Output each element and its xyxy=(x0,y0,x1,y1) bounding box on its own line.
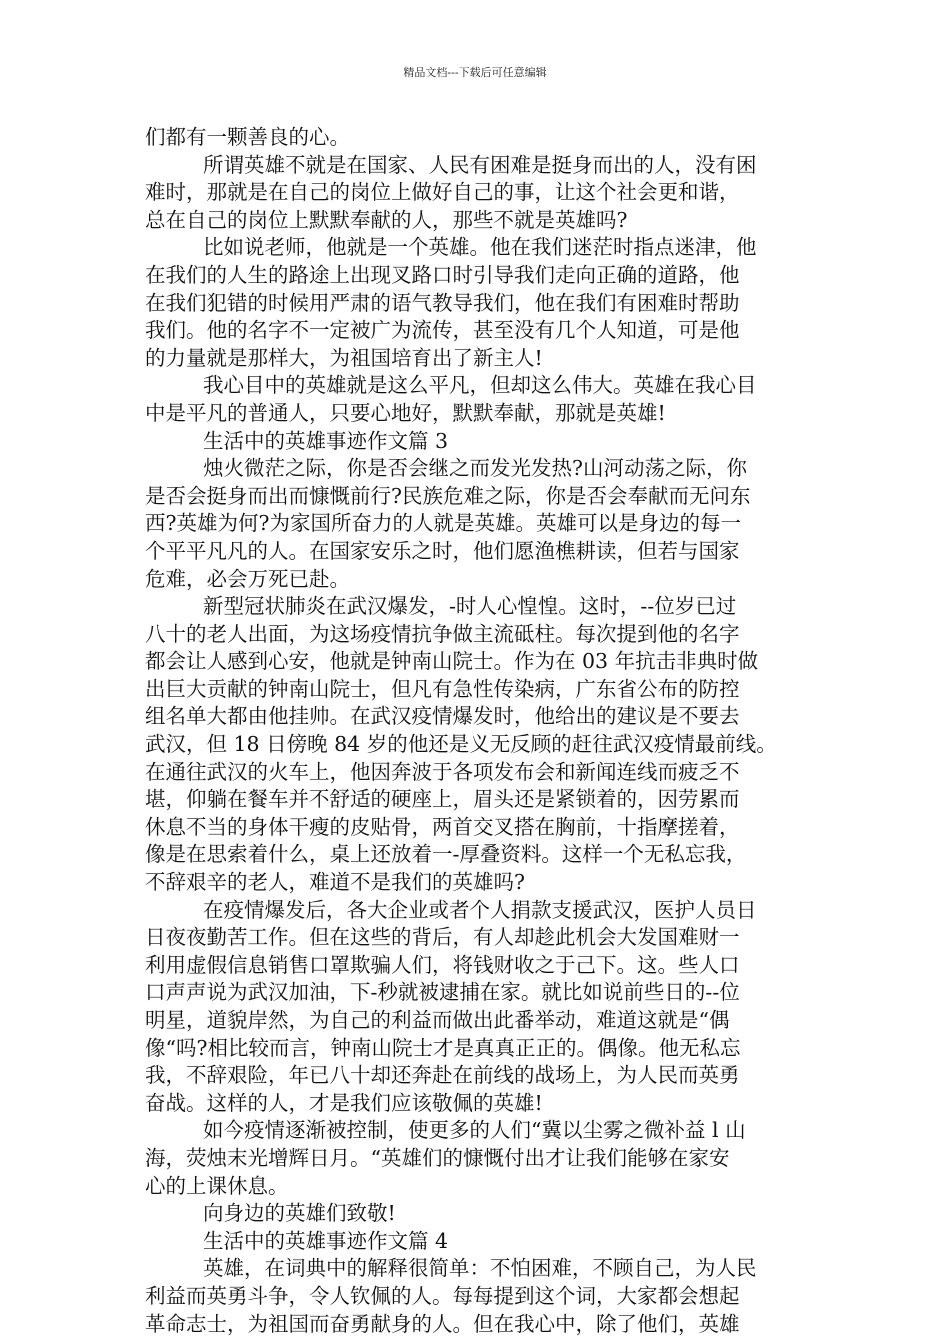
text-line: 新型冠状肺炎在武汉爆发，-时人心惶惶。这时，--位岁已过 xyxy=(203,594,737,619)
text-line: 生活中的英雄事迹作文篇 3 xyxy=(203,428,449,453)
text-line: 像“吗?相比较而言，钟南山院士才是真真正正的。偶像。他无私忘 xyxy=(145,1035,741,1060)
page-header: 精品文档---下载后可任意编辑 xyxy=(403,66,547,79)
text-line: 奋战。这样的人，才是我们应该敬佩的英雄! xyxy=(145,1090,543,1115)
text-line: 在我们的人生的路途上出现叉路口时引导我们走向正确的道路，他 xyxy=(145,262,740,287)
text-line: 我们。他的名字不一定被广为流传，甚至没有几个人知道，可是他 xyxy=(145,318,740,343)
text-line: 出巨大贡献的钟南山院士，但凡有急性传染病，广东省公布的防控 xyxy=(145,676,740,701)
text-line: 比如说老师，他就是一个英雄。他在我们迷茫时指点迷津，他 xyxy=(203,235,757,260)
text-line: 革命志士，为祖国而奋勇献身的人。但在我心中，除了他们，英雄 xyxy=(145,1311,740,1336)
text-line: 八十的老人出面，为这场疫情抗争做主流砥柱。每次提到他的名字 xyxy=(145,621,740,646)
text-line: 向身边的英雄们致敬! xyxy=(203,1201,396,1226)
text-line: 日夜夜勤苦工作。但在这些的背后，有人却趁此机会大发国难财一 xyxy=(145,925,740,950)
text-line: 不辞艰辛的老人，难道不是我们的英雄吗? xyxy=(145,870,525,895)
text-line: 我，不辞艰险，年已八十却还奔赴在前线的战场上，为人民而英勇 xyxy=(145,1063,740,1088)
text-line: 的力量就是那样大，为祖国培育出了新主人! xyxy=(145,345,543,370)
text-line: 在通往武汉的火车上，他因奔波于各项发布会和新闻连线而疲乏不 xyxy=(145,759,740,784)
text-line: 利益而英勇斗争，令人钦佩的人。每每提到这个词，大家都会想起 xyxy=(145,1283,740,1308)
text-line: 我心目中的英雄就是这么平凡，但却这么伟大。英雄在我心目 xyxy=(203,373,757,398)
text-line: 心的上课休息。 xyxy=(145,1173,289,1198)
text-line: 都会让人感到心安，他就是钟南山院士。作为在 03 年抗击非典时做 xyxy=(145,649,759,674)
text-line: 难时，那就是在自己的岗位上做好自己的事，让这个社会更和谐， xyxy=(145,180,740,205)
text-line: 口声声说为武汉加油，下-秒就被逮捕在家。就比如说前些日的--位 xyxy=(145,980,740,1005)
text-line: 明星，道貌岸然，为自己的利益而做出此番举动，难道这就是“偶 xyxy=(145,1008,730,1032)
text-line: 休息不当的身体干瘦的皮贴骨，两首交叉搭在胸前，十指摩搓着， xyxy=(145,814,740,839)
text-line: 武汉，但 18 日傍晚 84 岁的他还是义无反顾的赶往武汉疫情最前线。 xyxy=(145,732,777,757)
text-line: 组名单大都由他挂帅。在武汉疫情爆发时，他给出的建议是不要去 xyxy=(145,704,740,729)
text-line: 个平平凡凡的人。在国家安乐之时，他们愿渔樵耕读，但若与国家 xyxy=(145,538,740,563)
text-line: 总在自己的岗位上默默奉献的人，那些不就是英雄吗? xyxy=(145,207,628,232)
text-line: 海，荧烛末光增辉日月。“英雄们的慷慨付出才让我们能够在家安 xyxy=(145,1145,730,1170)
text-line: 如今疫情逐渐被控制，使更多的人们“冀以尘雾之微补益 l 山 xyxy=(203,1118,746,1143)
text-line: 西?英雄为何?为家国所奋力的人就是英雄。英雄可以是身边的每一 xyxy=(145,511,741,536)
text-line: 所谓英雄不就是在国家、人民有困难是挺身而出的人，没有困 xyxy=(203,152,757,177)
text-line: 们都有一颗善良的心。 xyxy=(145,125,350,149)
text-line: 生活中的英雄事迹作文篇 4 xyxy=(203,1228,449,1253)
text-line: 是否会挺身而出而慷慨前行?民族危难之际，你是否会奉献而无问东 xyxy=(145,483,751,508)
text-line: 在我们犯错的时候用严肃的语气教导我们，他在我们有困难时帮助 xyxy=(145,290,740,315)
document-body xyxy=(145,124,825,1338)
text-line: 像是在思索着什么，桌上还放着一-厚叠资料。这样一个无私忘我， xyxy=(145,842,747,867)
text-line: 英雄，在词典中的解释很简单：不怕困难，不顾自己，为人民 xyxy=(203,1256,757,1281)
text-line: 堪，仰躺在餐车并不舒适的硬座上，眉头还是紧锁着的，因劳累而 xyxy=(145,787,740,812)
text-line: 在疫情爆发后，各大企业或者个人捐款支援武汉，医护人员日 xyxy=(203,897,757,922)
text-line: 中是平凡的普通人，只要心地好，默默奉献，那就是英雄! xyxy=(145,400,666,425)
text-line: 烛火微茫之际，你是否会继之而发光发热?山河动荡之际，你 xyxy=(203,456,747,481)
text-line: 利用虚假信息销售口罩欺骗人们，将钱财收之于己下。这。些人口 xyxy=(145,952,740,977)
text-line: 危难，必会万死已赴。 xyxy=(145,566,350,591)
